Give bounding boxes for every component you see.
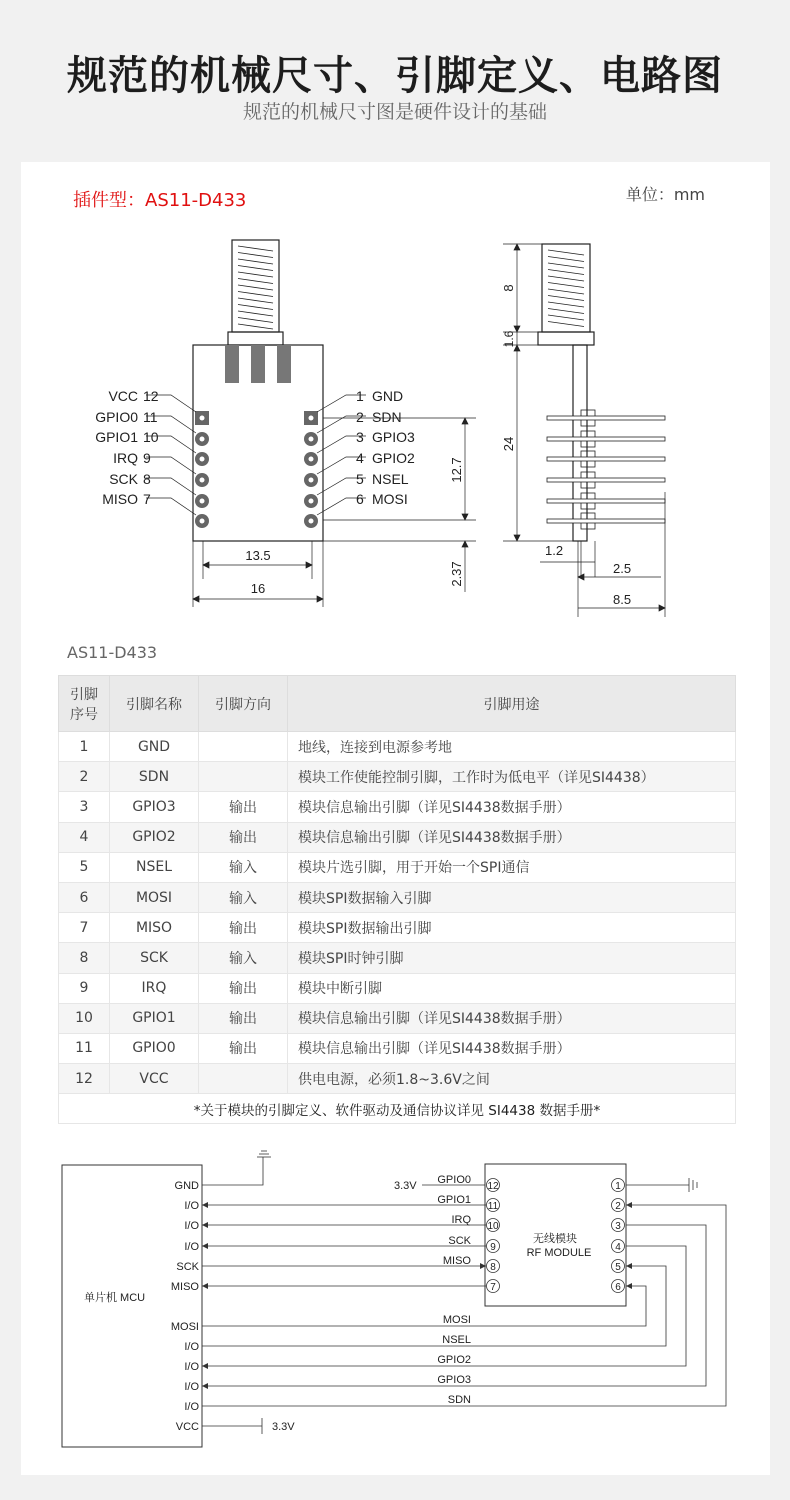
pin-name-right: SDN [372,409,402,425]
pin-hole [200,457,205,462]
cell-num: 6 [59,882,110,912]
dim-bottom: 2.37 [449,561,464,587]
chip-pad-1 [225,345,239,383]
pin-hole [200,437,205,442]
module-label: 无线模块 [533,1233,577,1245]
arrow-head [202,1283,208,1289]
header-pin-number: 引脚 序号 [59,676,110,732]
arrow-head [202,1383,208,1389]
table-row [59,1064,736,1094]
table-row [59,882,736,912]
ground-symbol-module [626,1178,697,1192]
cell-use: 模块信息输出引脚（详见SI4438数据手册） [288,822,736,852]
cell-use: 模块信息输出引脚（详见SI4438数据手册） [288,792,736,822]
cell-dir: 输出 [199,1003,288,1033]
page-subtitle: 规范的机械尺寸图是硬件设计的基础 [242,101,547,123]
module-pin-num: 3 [615,1221,621,1232]
mcu-pin-label: I/O [184,1241,199,1253]
unit-label: 单位：mm [625,185,705,204]
cell-num: 8 [59,943,110,973]
pin-hole [309,519,314,524]
table-row [59,943,736,973]
module-pin-num: 8 [490,1262,496,1273]
table-row [59,1033,736,1063]
cell-name: GPIO3 [110,792,199,822]
pin-table [58,675,736,1124]
cell-name: GPIO2 [110,822,199,852]
cell-name: SCK [110,943,199,973]
cell-dir [199,762,288,792]
table-row [59,1003,736,1033]
dim-height: 24 [501,436,516,452]
side-pin [547,519,665,523]
mcu-pin-label: MOSI [170,1321,199,1333]
mechanical-drawing [21,162,770,632]
table-footnote: *关于模块的引脚定义、软件驱动及通信协议详见 SI4438 数据手册* [59,1094,736,1124]
pin-num-left: 7 [143,491,151,507]
header-pin-usage: 引脚用途 [288,676,736,732]
bus-label: MOSI [442,1314,471,1326]
side-pin [547,416,665,420]
pin-name-right: GPIO3 [372,429,415,445]
pin-name-left: IRQ [113,450,138,466]
mcu-pin-label: I/O [184,1361,199,1373]
pin-hole [309,416,314,421]
side-pin [547,499,665,503]
pin-num-right: 1 [356,388,364,404]
pin-num-left: 8 [143,471,151,487]
cell-dir: 输出 [199,822,288,852]
arrow-head [202,1202,208,1208]
cell-use: 模块中断引脚 [288,973,736,1003]
pins-right [304,388,415,528]
cell-dir [199,732,288,762]
cell-name: MOSI [110,882,199,912]
header-pin-name: 引脚名称 [110,676,199,732]
mcu-pin-label: I/O [184,1200,199,1212]
dim-pin-offset: 2.5 [613,561,632,576]
pin-num-right: 6 [356,491,364,507]
dim-pin-length: 1.2 [545,543,564,558]
pin-name-left: VCC [108,388,138,404]
bus-label: GPIO2 [437,1354,471,1366]
cell-name: GPIO0 [110,1033,199,1063]
pin-num-right: 2 [356,409,364,425]
circuit-diagram [21,1150,770,1470]
dim-outer-width: 16 [250,581,266,596]
vcc-line-mcu [202,1418,262,1434]
pin-name-right: GND [372,388,404,404]
pin-hole [200,478,205,483]
pin-leader [146,498,196,515]
cell-use: 模块SPI时钟引脚 [288,943,736,973]
module-pin-num: 5 [615,1262,621,1273]
content-card [21,162,770,1475]
cell-use: 模块信息输出引脚（详见SI4438数据手册） [288,1003,736,1033]
cell-num: 10 [59,1003,110,1033]
module-label-en: RF MODULE [526,1247,592,1259]
cell-num: 11 [59,1033,110,1063]
mcu-box [62,1165,202,1447]
mcu-pin-label: MISO [170,1281,199,1293]
mcu-pin-label: I/O [184,1381,199,1393]
pin-name-left: GPIO0 [95,409,138,425]
table-row [59,822,736,852]
cell-dir: 输出 [199,913,288,943]
chip-pad-3 [277,345,291,383]
pin-num-left: 11 [143,409,158,425]
cell-dir: 输出 [199,792,288,822]
cell-name: MISO [110,913,199,943]
module-pin-num: 12 [487,1181,499,1192]
dim-antenna-base: 1.6 [502,330,516,348]
dim-pitch-span: 12.7 [449,457,464,483]
pin-num-right: 3 [356,429,364,445]
module-pin-name: IRQ [451,1214,471,1226]
mcu-pin-label: I/O [184,1401,199,1413]
pin-num-left: 12 [143,388,159,404]
pin-leader [146,457,196,474]
mcu-label: 单片机 MCU [84,1292,146,1304]
cell-dir [199,1064,288,1094]
table-row [59,762,736,792]
arrow-head [626,1283,632,1289]
plugin-type-label: 插件型：AS11-D433 [73,190,247,211]
pin-hole [200,416,205,421]
cell-use: 模块SPI数据输入引脚 [288,882,736,912]
pin-name-right: NSEL [372,471,409,487]
pin-leader [146,478,196,495]
pin-name-left: GPIO1 [95,429,138,445]
cell-name: SDN [110,762,199,792]
cell-dir: 输出 [199,1033,288,1063]
vcc-label-mcu: 3.3V [272,1421,295,1433]
vcc-label-module: 3.3V [394,1180,417,1192]
dim-lines-side [503,244,665,617]
module-pin-num: 10 [487,1221,499,1232]
cell-use: 模块信息输出引脚（详见SI4438数据手册） [288,1033,736,1063]
module-pin-num: 4 [615,1242,621,1253]
cell-num: 2 [59,762,110,792]
header-pin-direction: 引脚方向 [199,676,288,732]
side-pins [547,410,665,529]
side-pin [547,478,665,482]
cell-use: 模块工作使能控制引脚，工作时为低电平（详见SI4438） [288,762,736,792]
module-pin-name: GPIO1 [437,1194,471,1206]
pin-num-left: 9 [143,450,151,466]
mcu-pin-label: I/O [184,1220,199,1232]
module-pin-name: SCK [448,1235,471,1247]
bus-label: GPIO3 [437,1374,471,1386]
arrow-head [626,1263,632,1269]
pin-name-left: SCK [109,471,138,487]
module-pin-num: 9 [490,1242,496,1253]
pin-name-left: MISO [102,491,138,507]
side-pin [547,457,665,461]
module-pin-num: 11 [487,1201,499,1212]
dim-inner-width: 13.5 [245,548,271,563]
cell-use: 供电电源，必须1.8~3.6V之间 [288,1064,736,1094]
cell-num: 1 [59,732,110,762]
cell-dir: 输出 [199,973,288,1003]
cell-name: NSEL [110,852,199,882]
cell-use: 地线，连接到电源参考地 [288,732,736,762]
pin-hole [309,499,314,504]
cell-name: VCC [110,1064,199,1094]
table-footnote-row [59,1094,736,1124]
table-row [59,913,736,943]
cell-num: 5 [59,852,110,882]
cell-num: 4 [59,822,110,852]
module-pin-num: 7 [490,1282,496,1293]
cell-name: IRQ [110,973,199,1003]
chip-pad-2 [251,345,265,383]
pin-hole [309,457,314,462]
pin-name-right: GPIO2 [372,450,415,466]
arrow-head [202,1243,208,1249]
mcu-pin-label: SCK [176,1261,199,1273]
pin-hole [200,519,205,524]
cell-num: 12 [59,1064,110,1094]
module-pin-num: 6 [615,1282,621,1293]
ground-symbol-mcu [202,1151,271,1185]
cell-dir: 输入 [199,943,288,973]
arrow-head [202,1222,208,1228]
pin-hole [200,499,205,504]
pin-hole [309,437,314,442]
cell-num: 9 [59,973,110,1003]
pin-num-left: 10 [143,429,159,445]
dim-depth: 8.5 [613,592,632,607]
pin-num-right: 4 [356,450,364,466]
module-body-side [573,345,587,541]
mcu-pin-label: I/O [184,1341,199,1353]
cell-num: 3 [59,792,110,822]
page-title: 规范的机械尺寸、引脚定义、电路图 [67,53,723,99]
mcu-pin-label: VCC [175,1421,199,1433]
antenna-front [228,240,283,345]
arrow-head [626,1202,632,1208]
module-pin-name: MISO [442,1255,471,1267]
side-pin [547,437,665,441]
pin-name-right: MOSI [372,491,408,507]
table-row [59,732,736,762]
cell-use: 模块片选引脚，用于开始一个SPI通信 [288,852,736,882]
mcu-pin-label: GND [174,1180,199,1192]
cell-name: GND [110,732,199,762]
cell-dir: 输入 [199,852,288,882]
table-row [59,973,736,1003]
module-pin-name: GPIO0 [437,1174,471,1186]
cell-num: 7 [59,913,110,943]
module-pin-num: 1 [615,1181,621,1192]
cell-dir: 输入 [199,882,288,912]
table-row [59,852,736,882]
pins-left [95,388,209,528]
arrow-head [202,1363,208,1369]
bus-label: NSEL [442,1334,471,1346]
dim-lines-front [193,418,476,607]
dim-antenna: 8 [501,284,516,292]
cell-use: 模块SPI数据输出引脚 [288,913,736,943]
table-row [59,792,736,822]
model-label: AS11-D433 [67,643,158,662]
pin-hole [309,478,314,483]
pin-num-right: 5 [356,471,364,487]
bus-label: SDN [447,1394,471,1406]
cell-name: GPIO1 [110,1003,199,1033]
antenna-side [538,244,594,345]
module-pin-num: 2 [615,1201,621,1212]
